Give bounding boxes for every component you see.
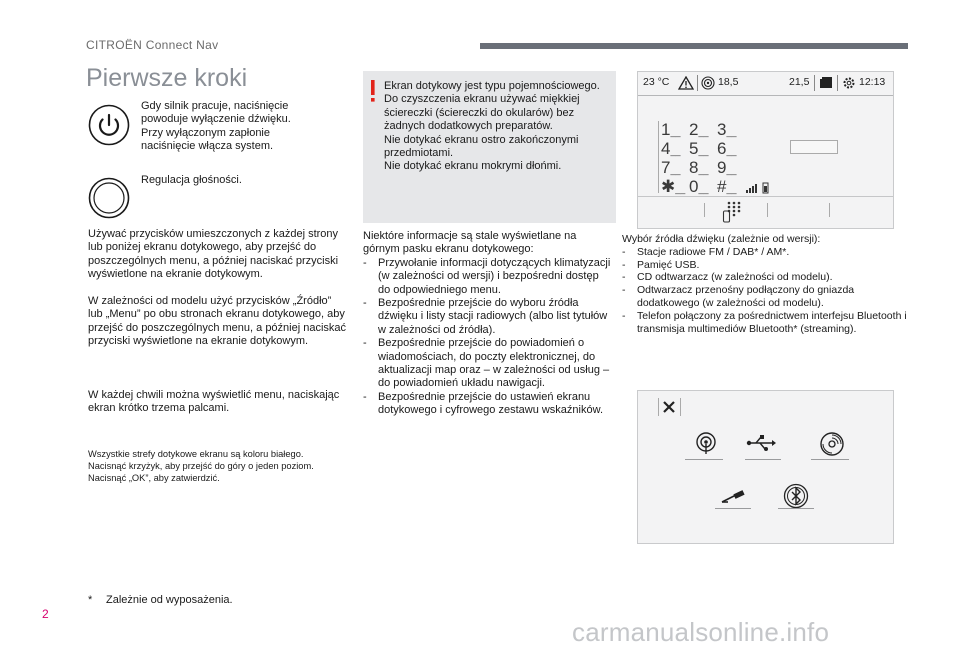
power-description: Gdy silnik pracuje, naciśnięcie powoduje wyłączenie dźwięku. Przy wyłączonym zapłonie naciśnięcie włącza system.	[141, 100, 291, 153]
warning-exclamation-icon	[368, 80, 378, 104]
notice-line-4: Nie dotykać ekranu mokrymi dłońmi.	[384, 160, 562, 173]
list-item: - Bezpośrednie przejście do powiadomień o wiadomościach, do poczty elektronicznej, do aktualizacji map oraz – w zależności od usług – do powiadomień układu nawigacji.	[363, 337, 613, 391]
source-info-intro: Wybór źródła dźwięku (zależnie od wersji):	[622, 233, 821, 245]
notification-icon	[819, 77, 833, 89]
key-label: 9	[717, 158, 727, 177]
source-info-block	[622, 233, 912, 335]
status-info-block	[363, 230, 613, 418]
list-item: - CD odtwarzacz (w zależności od modelu).	[622, 271, 912, 284]
status-divider	[697, 75, 698, 91]
keypad-key-6: 6__	[717, 139, 737, 158]
key-label: 0	[689, 177, 699, 196]
value-left: 18,5	[718, 76, 739, 88]
keypad-key-2: 2__	[689, 120, 709, 139]
bottom-divider	[767, 203, 768, 217]
list-item: - Stacje radiowe FM / DAB* / AM*.	[622, 246, 912, 259]
keypad-key-7: 7__	[661, 158, 681, 177]
keypad-key-4: 4__	[661, 139, 681, 158]
brand-header: CITROËN Connect Nav	[86, 38, 219, 52]
touchscreen-keypad-illustration	[637, 71, 894, 229]
signal-battery-icon	[746, 182, 772, 194]
source-info-list	[622, 246, 912, 336]
usage-paragraph-4	[88, 448, 353, 485]
list-item: - Telefon połączony za pośrednictwem interfejsu Bluetooth i transmisja multimediów Bluetooth* (streaming).	[622, 310, 912, 336]
close-icon	[662, 400, 676, 414]
notice-text	[384, 80, 609, 174]
usage-note-1: Wszystkie strefy dotykowe ekranu są koloru białego.	[88, 449, 304, 459]
notice-line-1: Ekran dotykowy jest typu pojemnościowego.	[384, 80, 600, 92]
source-underline	[715, 508, 751, 509]
list-item: - Pamięć USB.	[622, 259, 912, 272]
usb-icon	[746, 434, 776, 452]
volume-knob-icon	[88, 177, 130, 219]
bluetooth-icon	[783, 483, 809, 509]
cd-icon	[819, 431, 845, 457]
list-item: - Bezpośrednie przejście do ustawień ekranu dotykowego i cyfrowego zestawu wskaźników.	[363, 391, 613, 418]
key-label: 7	[661, 158, 671, 177]
key-label: 5	[689, 139, 699, 158]
notice-line-3: Nie dotykać ekranu ostro zakończonymi przedmiotami.	[384, 133, 579, 160]
key-label: 1	[661, 120, 671, 139]
keypad-key-9: 9__	[717, 158, 737, 177]
power-icon	[88, 104, 130, 146]
key-label: 8	[689, 158, 699, 177]
header-bar	[480, 43, 908, 49]
notice-line-2: Do czyszczenia ekranu używać miękkiej ściereczki (ściereczki do okularów) bez żadnych dodatkowych preparatów.	[384, 93, 580, 133]
keypad-key-hash: #__	[717, 177, 737, 196]
key-label: ✱	[661, 177, 676, 196]
keypad-key-5: 5__	[689, 139, 709, 158]
page-number: 2	[42, 607, 49, 621]
key-label: 3	[717, 120, 727, 139]
key-label: #	[717, 177, 727, 196]
number-display-field	[790, 140, 838, 154]
usage-note-2: Nacisnąć krzyżyk, aby przejść do góry o jeden poziom.	[88, 461, 314, 472]
footnote-mark: *	[88, 594, 93, 606]
radio-icon	[694, 431, 718, 455]
status-bar-divider	[638, 95, 893, 96]
temperature-left: 23 °C	[643, 76, 670, 88]
touchscreen-source-illustration	[637, 390, 894, 544]
volume-description: Regulacja głośności.	[141, 174, 242, 186]
status-divider	[837, 75, 838, 91]
close-divider	[658, 398, 659, 416]
usage-paragraph-1: Używać przycisków umieszczonych z każdej strony lub poniżej ekranu dotykowego, aby przejść do poszczególnych menu, a później naciskać przyciski wyświetlone na ekranie dotykowym.	[88, 228, 339, 281]
key-label: 2	[689, 120, 699, 139]
aux-jack-icon	[720, 489, 746, 505]
footnote-text: Zależnie od wyposażenia.	[106, 594, 233, 606]
radio-source-icon	[701, 76, 715, 90]
phone-handset-icon	[722, 210, 732, 224]
watermark: carmanualsonline.info	[572, 617, 830, 647]
keypad-key-3: 3__	[717, 120, 737, 139]
bottom-bar-divider	[638, 196, 893, 197]
keypad-border	[658, 121, 659, 193]
status-info-intro: Niektóre informacje są stale wyświetlane na górnym pasku ekranu dotykowego:	[363, 230, 577, 256]
close-divider	[680, 398, 681, 416]
keypad-key-star: ✱__	[661, 177, 686, 196]
usage-paragraph-2: W zależności od modelu użyć przycisków „Źródło” lub „Menu” po obu stronach ekranu dotykowego, aby przejść do poszczególnych menu, a później naciskać przyciski wyświetlone na ekranie dotykowym.	[88, 295, 347, 348]
list-item: - Odtwarzacz przenośny podłączony do gniazda dodatkowego (w zależności od modelu).	[622, 284, 912, 310]
value-right: 21,5	[789, 76, 810, 88]
list-item: - Przywołanie informacji dotyczących klimatyzacji (w zależności od wersji) i bezpośredni dostęp do odpowiedniego menu.	[363, 257, 613, 297]
source-underline	[745, 459, 781, 460]
key-label: 4	[661, 139, 671, 158]
warning-triangle-icon	[678, 76, 694, 90]
keypad-key-8: 8__	[689, 158, 709, 177]
keypad-key-0: 0__	[689, 177, 709, 196]
usage-paragraph-3: W każdej chwili można wyświetlić menu, naciskając ekran krótko trzema palcami.	[88, 389, 340, 415]
page-title: Pierwsze kroki	[86, 64, 248, 92]
bottom-divider	[704, 203, 705, 217]
status-info-list	[363, 257, 613, 418]
source-underline	[811, 459, 849, 460]
settings-gear-icon	[842, 76, 856, 90]
bottom-divider	[829, 203, 830, 217]
status-divider	[814, 75, 815, 91]
keypad-key-1: 1__	[661, 120, 681, 139]
list-item: - Bezpośrednie przejście do wyboru źródła dźwięku i listy stacji radiowych (albo list tytułów w zależności od źródła).	[363, 297, 613, 337]
clock-time: 12:13	[859, 76, 886, 88]
source-underline	[778, 508, 814, 509]
usage-note-3: Nacisnąć „OK”, aby zatwierdzić.	[88, 473, 220, 484]
key-label: 6	[717, 139, 727, 158]
source-underline	[685, 459, 723, 460]
